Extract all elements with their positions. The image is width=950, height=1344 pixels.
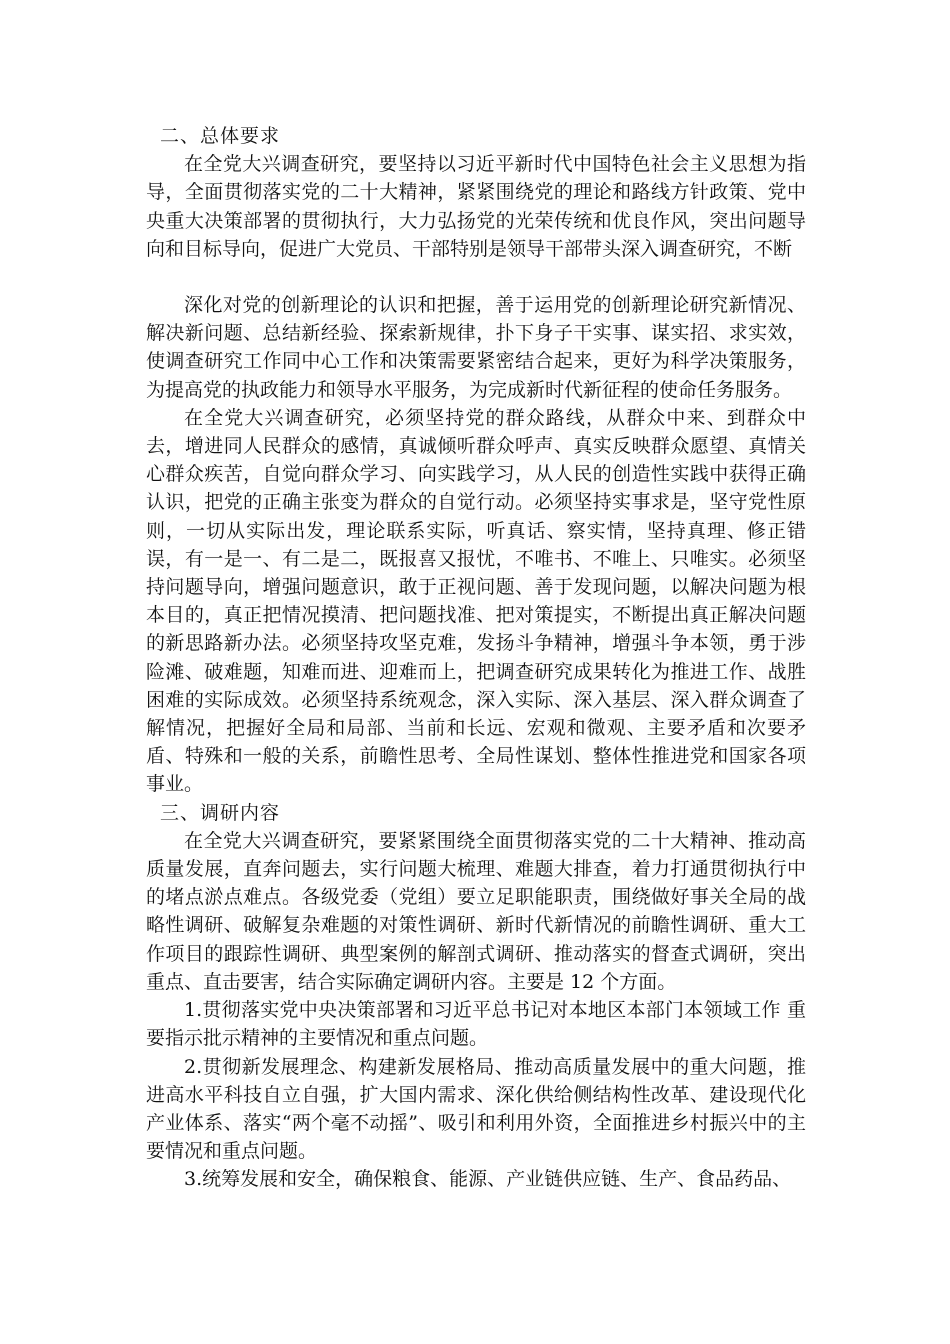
paragraph: 在全党大兴调查研究，要坚持以习近平新时代中国特色社会主义思想为指导，全面贯彻落实党的二十大精神，紧紧围绕党的理论和路线方针政策、党中央重大决策部署的贯彻执行，大力弘扬党的光荣传统和优良作风，突出问题导向和目标导向，促进广大党员、干部特别是领导干部带头深入调查研究，不断: [146, 153, 806, 260]
document-page: [146, 122, 806, 1194]
list-item-2: 2.贯彻新发展理念、构建新发展格局、推动高质量发展中的重大问题，推进高水平科技自立自强，扩大国内需求、深化供给侧结构性改革、建设现代化产业体系、落实“两个毫不动摇”、吸引和利用外资，全面推进乡村振兴中的主要情况和重点问题。: [146, 1055, 806, 1163]
section-heading-research-content: 三、调研内容: [160, 801, 281, 824]
paragraph: 深化对党的创新理论的认识和把握，善于运用党的创新理论研究新情况、解决新问题、总结新经验、探索新规律，扑下身子干实事、谋实招、求实效，使调查研究工作同中心工作和决策需要紧密结合起来，更好为科学决策服务，为提高党的执政能力和领导水平服务，为完成新时代新征程的使命任务服务。: [146, 294, 806, 401]
paragraph: 在全党大兴调查研究，必须坚持党的群众路线，从群众中来、到群众中去，增进同人民群众的感情，真诚倾听群众呼声、真实反映群众愿望、真情关心群众疾苦，自觉向群众学习、向实践学习，从人民的创造性实践中获得正确认识，把党的正确主张变为群众的自觉行动。必须坚持实事求是，坚守党性原则，一切从实际出发，理论联系实际，听真话、察实情，坚持真理、修正错误，有一是一、有二是二，既报喜又报忧，不唯书、不唯上、只唯实。必须坚持问题导向，增强问题意识，敢于正视问题、善于发现问题，以解决问题为根本目的，真正把情况摸清、把问题找准、把对策提实，不断提出真正解决问题的新思路新办法。必须坚持攻坚克难，发扬斗争精神，增强斗争本领，勇于涉险滩、破难题，知难而进、迎难而上，把调查研究成果转化为推进工作、战胜困难的实际成效。必须坚持系统观念，深入实际、深入基层、深入群众调查了解情况，把握好全局和局部、当前和长远、宏观和微观、主要矛盾和次要矛盾、特殊和一般的关系，前瞻性思考、全局性谋划、整体性推进党和国家各项事业。: [146, 406, 806, 796]
section-heading-general-requirements: 二、总体要求: [160, 125, 281, 147]
paragraph-gap: [146, 263, 806, 291]
paragraph: 在全党大兴调查研究，要紧紧围绕全面贯彻落实党的二十大精神、推动高质量发展，直奔问题去，实行问题大梳理、难题大排查，着力打通贯彻执行中的堵点淤点难点。各级党委（党组）要立足职能职责，围绕做好事关全局的战略性调研、破解复杂难题的对策性调研、新时代新情况的前瞻性调研、重大工作项目的跟踪性调研、典型案例的解剖式调研、推动落实的督查式调研，突出重点、直击要害，结合实际确定调研内容。主要是 12 个方面。: [146, 829, 806, 993]
list-item-1: 1.贯彻落实党中央决策部署和习近平总书记对本地区本部门本领域工作 重要指示批示精神的主要情况和重点问题。: [146, 999, 806, 1050]
list-item-3: 3.统筹发展和安全，确保粮食、能源、产业链供应链、生产、食品药品、: [184, 1168, 792, 1191]
